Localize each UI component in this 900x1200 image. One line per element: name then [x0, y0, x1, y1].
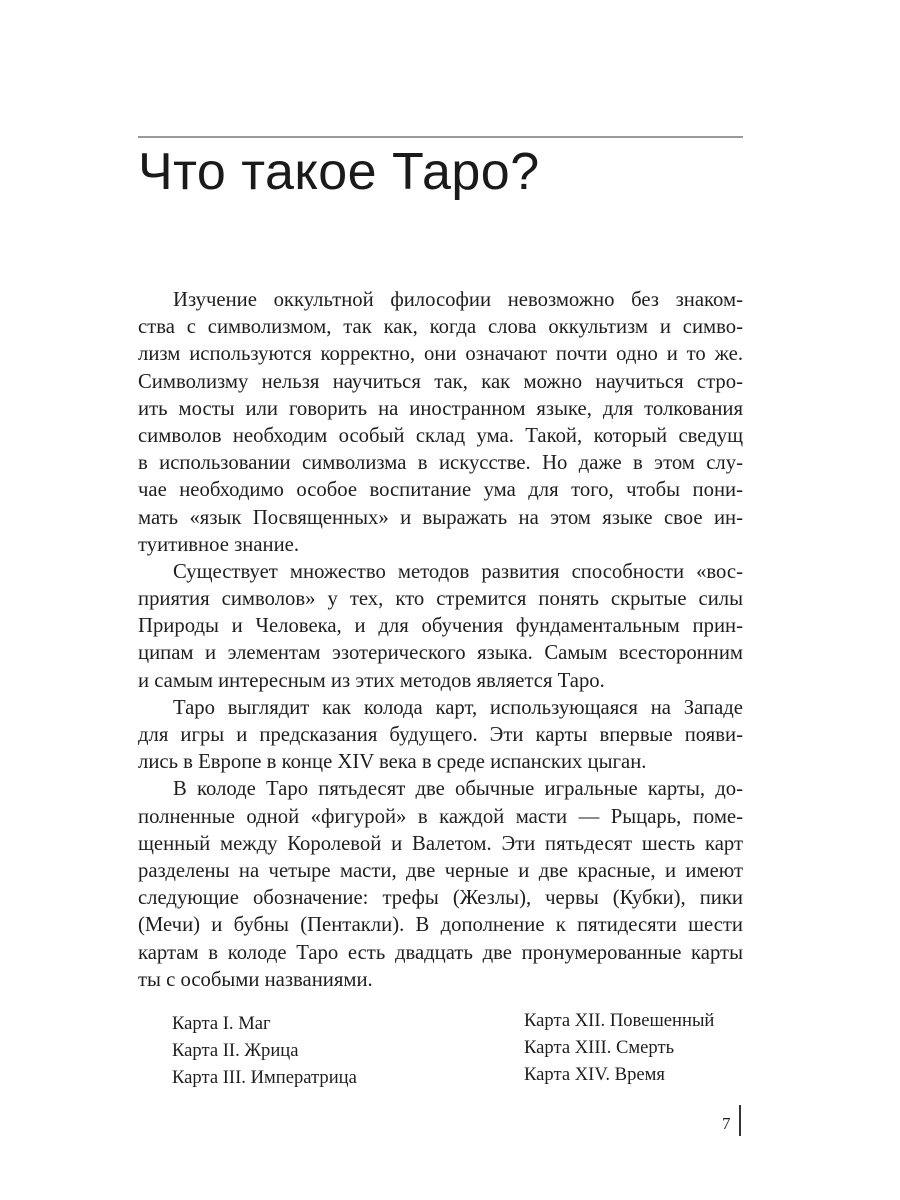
text-line: и самым интересным из этих методов является Таро.	[138, 669, 605, 692]
title-rule	[138, 136, 743, 138]
text-line: ить мосты или говорить на иностранном языке, для толкования	[138, 397, 743, 420]
text-line: ципам и элементам эзотерического языка. Самым всесторонним	[138, 642, 743, 665]
text-line: щенный между Королевой и Валетом. Эти пятьдесят шесть карт	[138, 832, 743, 855]
text-line: символов необходим особый склад ума. Такой, который сведущ	[138, 424, 743, 447]
text-line: Изучение оккультной философии невозможно без знаком-	[173, 289, 743, 311]
text-line: ты с особыми названиями.	[138, 968, 373, 991]
card-item: Карта XII. Повешенный	[524, 1010, 715, 1031]
text-line: разделены на четыре масти, две черные и две красные, и имеют	[138, 859, 743, 882]
text-line: в использовании символизма в искусстве. Но даже в этом слу-	[138, 452, 743, 475]
card-item: Карта III. Императрица	[172, 1067, 357, 1088]
card-item: Карта II. Жрица	[172, 1040, 299, 1061]
text-line: В колоде Таро пятьдесят две обычные игральные карты, до-	[173, 778, 743, 801]
card-item: Карта I. Маг	[172, 1013, 271, 1034]
page-number-bar	[739, 1105, 741, 1136]
text-line: Таро выглядит как колода карт, использующаяся на Западе	[173, 696, 743, 719]
paragraph-1	[138, 287, 743, 559]
text-line: для игры и предсказания будущего. Эти карты впервые появи-	[138, 724, 743, 746]
text-line: мать «язык Посвященных» и выражать на этом языке свое ин-	[138, 506, 743, 529]
text-line: приятия символов» у тех, кто стремится понять скрытые силы	[138, 588, 743, 611]
page-number: 7	[722, 1114, 731, 1133]
chapter-title: Что такое Таро?	[138, 143, 540, 201]
card-item: Карта XIV. Время	[524, 1064, 665, 1085]
text-line: чае необходимо особое воспитание ума для того, чтобы пони-	[138, 479, 743, 502]
text-line: ства с символизмом, так как, когда слова оккультизм и симво-	[138, 316, 743, 339]
text-line: Существует множество методов развития способности «вос-	[173, 560, 743, 583]
text-line: туитивное знание.	[138, 533, 300, 556]
text-line: (Мечи) и бубны (Пентакли). В дополнение к пятидесяти шести	[138, 914, 743, 937]
text-line: Символизму нельзя научиться так, как можно научиться стро-	[138, 370, 743, 393]
card-list-left	[172, 1010, 357, 1091]
paragraph-3	[138, 695, 743, 777]
text-line: следующие обозначение: трефы (Жезлы), червы (Кубки), пики	[138, 887, 743, 910]
body-text	[138, 287, 743, 994]
text-line: Природы и Человека, и для обучения фундаментальным прин-	[138, 615, 743, 638]
paragraph-4	[138, 776, 743, 994]
paragraph-2	[138, 559, 743, 695]
text-line: лизм используются корректно, они означают почти одно и то же.	[138, 343, 743, 366]
text-line: картам в колоде Таро есть двадцать две пронумерованные карты	[138, 941, 743, 964]
card-list-right	[524, 1007, 714, 1088]
text-line: полненные одной «фигурой» в каждой масти — Рыцарь, поме-	[138, 805, 743, 828]
card-item: Карта XIII. Смерть	[524, 1037, 675, 1058]
text-line: лись в Европе в конце XIV века в среде испанских цыган.	[138, 751, 647, 774]
